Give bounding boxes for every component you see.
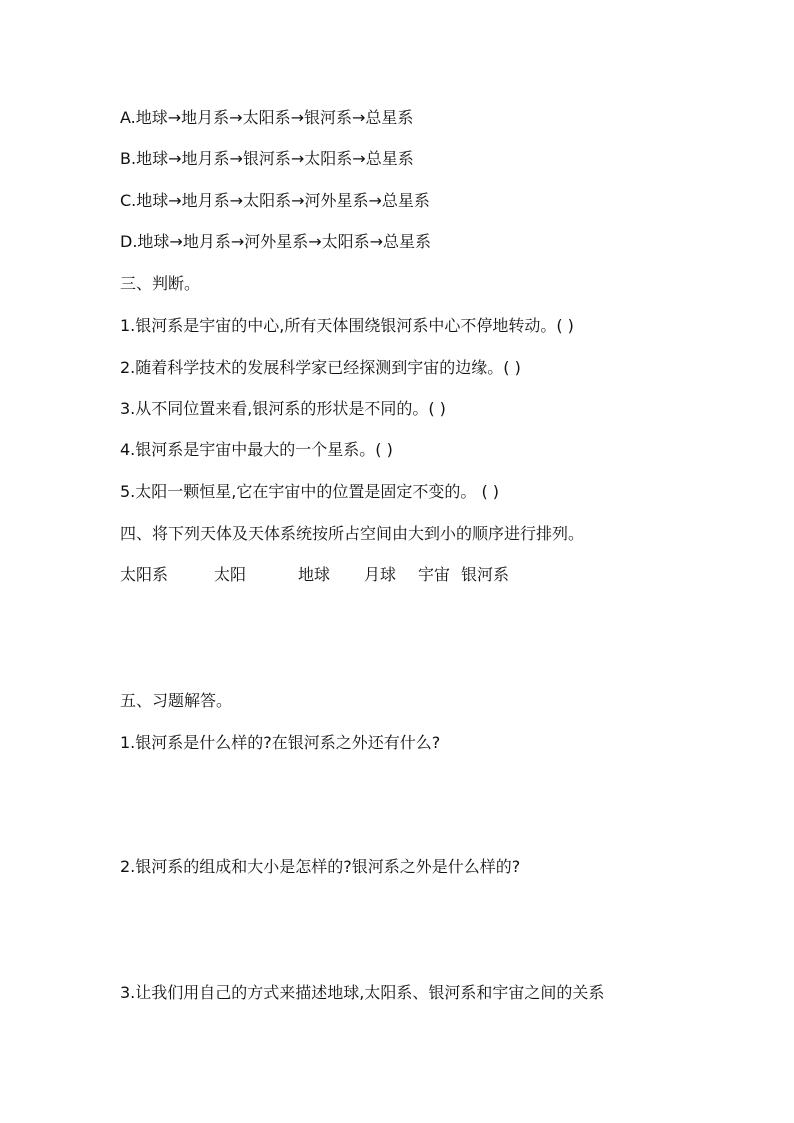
judgment-item-3: 3.从不同位置来看,银河系的形状是不同的。( ): [120, 399, 446, 418]
term-milky-way: 银河系: [461, 565, 510, 584]
section-5-heading: 五、习题解答。: [120, 691, 233, 710]
term-solar-system: 太阳系: [120, 565, 169, 584]
option-c: C.地球→地月系→太阳系→河外星系→总星系: [120, 191, 430, 210]
judgment-item-1: 1.银河系是宇宙的中心,所有天体围绕银河系中心不停地转动。( ): [120, 316, 574, 335]
judgment-item-5: 5.太阳一颗恒星,它在宇宙中的位置是固定不变的。 ( ): [120, 482, 500, 501]
term-universe: 宇宙: [418, 565, 451, 584]
question-1: 1.银河系是什么样的?在银河系之外还有什么?: [120, 733, 441, 752]
section-4-heading: 四、将下列天体及天体系统按所占空间由大到小的顺序进行排列。: [120, 524, 585, 543]
term-list: [120, 564, 509, 586]
term-moon: 月球: [364, 565, 397, 584]
term-earth: 地球: [298, 565, 331, 584]
judgment-item-4: 4.银河系是宇宙中最大的一个星系。( ): [120, 440, 393, 459]
question-2: 2.银河系的组成和大小是怎样的?银河系之外是什么样的?: [120, 857, 521, 876]
question-3: 3.让我们用自己的方式来描述地球,太阳系、银河系和宇宙之间的关系: [120, 983, 605, 1002]
section-3-heading: 三、判断。: [120, 274, 201, 293]
option-a: A.地球→地月系→太阳系→银河系→总星系: [120, 108, 414, 127]
judgment-item-2: 2.随着科学技术的发展科学家已经探测到宇宙的边缘。( ): [120, 358, 521, 377]
option-b: B.地球→地月系→银河系→太阳系→总星系: [120, 149, 414, 168]
option-d: D.地球→地月系→河外星系→太阳系→总星系: [120, 232, 432, 251]
term-sun: 太阳: [214, 565, 247, 584]
